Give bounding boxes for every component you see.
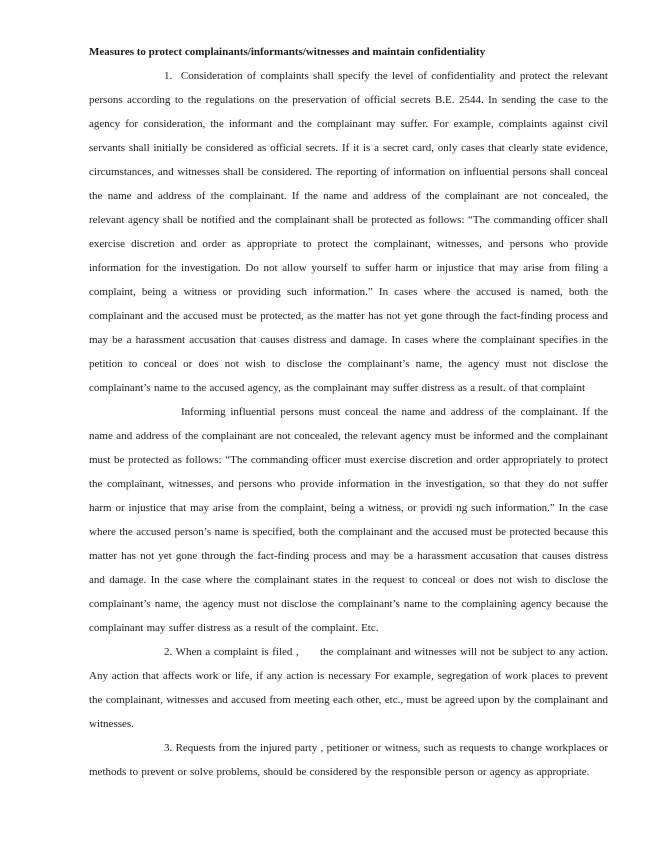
paragraph-confidentiality-level: 1. Consideration of complaints shall specify the level of confidentiality and protect the relevant persons according to the regulations on the preservation of official secrets B.E. 2544. In sending the case to the agency for consideration, the informant and the complainant may suffer. For example, complaints against civil servants shall initially be considered as official secrets. If it is a secret card, only cases that clearly state evidence, circumstances, and witnesses shall be considered. The reporting of information on influential persons shall conceal the name and address of the complainant. If the name and address of the complainant are not concealed, the relevant agency shall be notified and the complainant shall be protected as follows: “The commanding officer shall exercise discretion and order as appropriate to protect the complainant, witnesses, and persons who provide information for the investigation. Do not allow yourself to suffer harm or injustice that may arise from filing a complaint, being a witness or providing such information.” In cases where the accused is named, both the complainant and the accused must be protected, as the matter has not yet gone through the fact-finding process and may be a harassment accusation that causes distress and damage. In cases where the complainant specifies in the petition to conceal or does not wish to disclose the complainant’s name, the agency must not disclose the complainant’s name to the accused agency, as the complainant may suffer distress as a result. of that complaint	[89, 70, 608, 394]
paragraph-informing-influential-persons: Informing influential persons must conceal the name and address of the complainant. If the name and address of the complainant are not concealed, the relevant agency must be informed and the complainant must be protected as follows: “The commanding officer must exercise discretion and order appropriately to protect the complainant, witnesses, and persons who provide information in the investigation, so that they do not suffer harm or injustice that may arise from the complaint, being a witness, or providi ng such information.” In the case where the accused person’s name is specified, both the complainant and the accused must be protected because this matter has not yet gone through the fact-finding process and may be a harassment accusation that causes distress and damage. In the case where the complainant states in the request to conceal or does not wish to disclose the complainant’s name, the agency must not disclose the complainant’s name to the complaining agency because the complainant may suffer distress as a result of the complaint. Etc.	[89, 406, 608, 634]
document-title: Measures to protect complainants/informants/witnesses and maintain confidentiality	[89, 46, 486, 58]
paragraph-complaint-filed-actions: 2. When a complaint is filed , the complainant and witnesses will not be subject to any action. Any action that affects work or life, if any action is necessary For example, segregation of work places to prevent the complainant, witnesses and accused from meeting each other, etc., must be agreed upon by the complainant and witnesses.	[89, 646, 608, 730]
paragraph-requests-injured-party: 3. Requests from the injured party , petitioner or witness, such as requests to change workplaces or methods to prevent or solve problems, should be considered by the responsible person or agency as appropriate.	[89, 742, 608, 778]
